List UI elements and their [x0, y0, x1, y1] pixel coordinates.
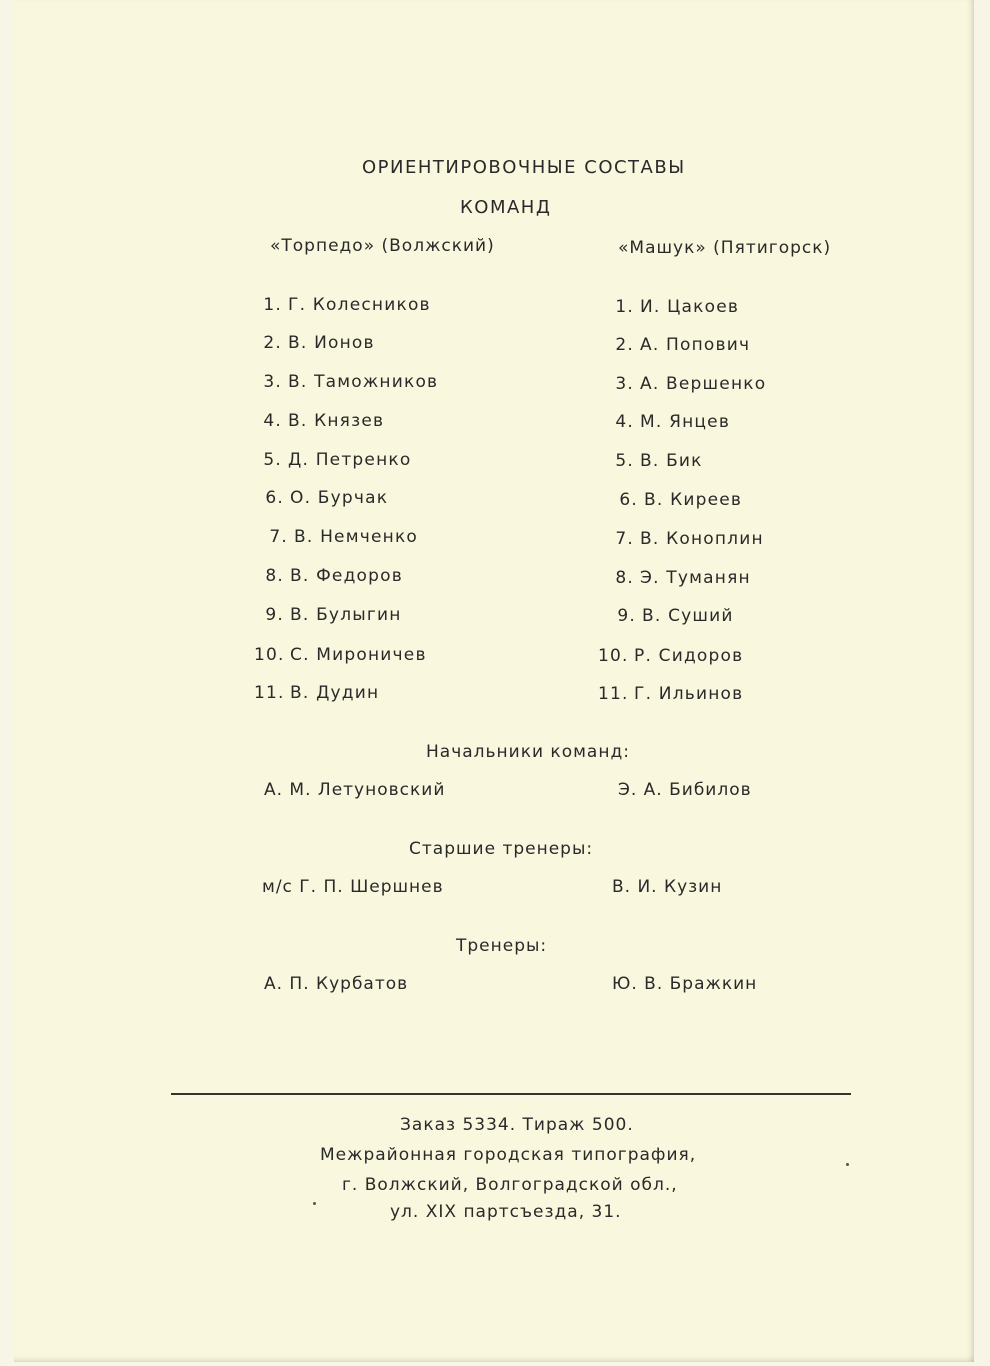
player-name: В. Суший	[642, 606, 734, 626]
heading-line-1: ОРИЕНТИРОВОЧНЫЕ СОСТАВЫ	[362, 157, 686, 178]
player-row	[604, 451, 703, 471]
program-page	[14, 0, 974, 1362]
senior-coaches-label: Старшие тренеры:	[409, 839, 594, 859]
player-row	[252, 295, 431, 315]
player-row	[604, 529, 764, 549]
player-number: 7.	[615, 529, 634, 549]
player-name: В. Булыгин	[290, 605, 402, 625]
team-left-name: «Торпедо» (Волжский)	[270, 236, 495, 256]
player-row	[254, 605, 402, 625]
player-number: 6.	[265, 488, 284, 508]
player-row	[258, 527, 418, 547]
player-name: В. Коноплин	[640, 529, 764, 549]
player-number: 7.	[269, 527, 288, 547]
player-number: 8.	[615, 568, 634, 588]
player-name: М. Янцев	[640, 412, 731, 432]
player-name: В. Таможников	[288, 372, 439, 392]
player-number: 1.	[615, 297, 634, 317]
player-name: О. Бурчак	[290, 488, 389, 508]
player-row	[252, 450, 411, 470]
player-number: 11.	[254, 683, 285, 703]
player-name: И. Цакоев	[640, 297, 740, 317]
paper-speck	[846, 1163, 849, 1166]
player-number: 9.	[617, 606, 636, 626]
player-name: В. Киреев	[644, 490, 743, 510]
player-row	[598, 684, 743, 704]
player-name: В. Федоров	[290, 566, 403, 586]
player-row	[254, 488, 388, 508]
player-row	[252, 372, 438, 392]
player-name: Д. Петренко	[288, 450, 412, 470]
player-name: А. Попович	[640, 335, 751, 355]
player-row	[608, 490, 742, 510]
player-number: 5.	[263, 450, 282, 470]
player-row	[252, 333, 375, 353]
player-number: 10.	[598, 646, 629, 666]
chiefs-label: Начальники команд:	[426, 742, 630, 762]
player-row	[254, 683, 379, 703]
footer-divider	[171, 1093, 851, 1095]
player-name: В. Бик	[640, 451, 703, 471]
heading-line-2: КОМАНД	[460, 197, 552, 218]
coach-left: А. П. Курбатов	[264, 974, 409, 994]
player-name: В. Немченко	[294, 527, 419, 547]
player-number: 8.	[265, 566, 284, 586]
player-row	[604, 412, 730, 432]
player-number: 6.	[619, 490, 638, 510]
player-row	[604, 335, 750, 355]
player-number: 4.	[615, 412, 634, 432]
chief-right: Э. А. Бибилов	[618, 780, 752, 800]
senior-coach-right: В. И. Кузин	[612, 877, 723, 897]
senior-coach-left: м/с Г. П. Шершнев	[262, 877, 444, 897]
coach-right: Ю. В. Бражкин	[612, 974, 758, 994]
imprint-line-3: г. Волжский, Волгоградской обл.,	[342, 1175, 678, 1195]
player-name: В. Дудин	[290, 683, 380, 703]
paper-speck	[313, 1202, 316, 1205]
player-name: Г. Ильинов	[634, 684, 744, 704]
player-number: 10.	[254, 645, 285, 665]
team-right-name: «Машук» (Пятигорск)	[618, 238, 832, 258]
imprint-line-1: Заказ 5334. Тираж 500.	[400, 1115, 634, 1135]
player-name: В. Князев	[288, 411, 385, 431]
player-row	[604, 297, 739, 317]
player-name: В. Ионов	[288, 333, 375, 353]
player-number: 4.	[263, 411, 282, 431]
player-number: 3.	[615, 374, 634, 394]
player-name: А. Вершенко	[640, 374, 767, 394]
player-name: С. Мироничев	[290, 645, 427, 665]
player-number: 2.	[263, 333, 282, 353]
coaches-label: Тренеры:	[456, 936, 548, 956]
player-row	[598, 646, 743, 666]
player-number: 2.	[615, 335, 634, 355]
player-row	[254, 645, 427, 665]
player-row	[604, 374, 766, 394]
player-row	[254, 566, 403, 586]
player-row	[252, 411, 384, 431]
player-number: 11.	[598, 684, 629, 704]
chief-left: А. М. Летуновский	[264, 780, 446, 800]
player-row	[606, 606, 734, 626]
player-name: Э. Туманян	[640, 568, 751, 588]
player-name: Р. Сидоров	[634, 646, 744, 666]
imprint-line-4: ул. XIX партсъезда, 31.	[390, 1202, 622, 1222]
player-row	[604, 568, 751, 588]
player-number: 3.	[263, 372, 282, 392]
player-number: 5.	[615, 451, 634, 471]
player-number: 9.	[265, 605, 284, 625]
player-name: Г. Колесников	[288, 295, 431, 315]
imprint-line-2: Межрайонная городская типография,	[320, 1145, 697, 1165]
player-number: 1.	[263, 295, 282, 315]
